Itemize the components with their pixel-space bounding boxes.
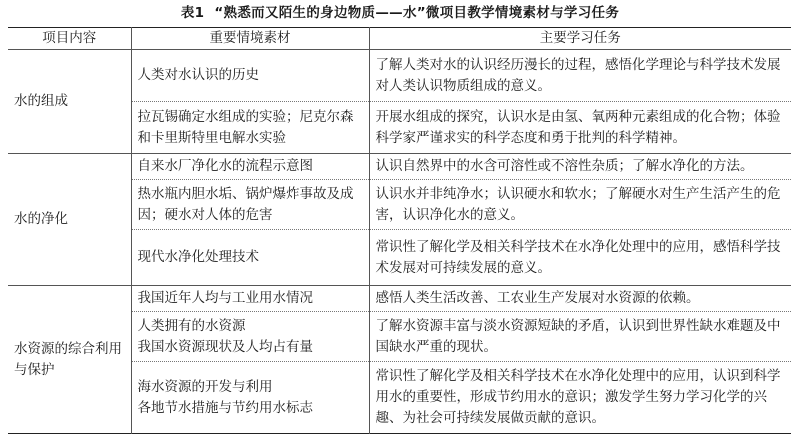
group-water-resources: 水资源的综合利用与保护 [8, 286, 131, 434]
header-context-material: 重要情境素材 [131, 28, 369, 50]
table-row [8, 286, 791, 312]
material-cell: 我国近年人均与工业用水情况 [131, 286, 369, 312]
material-cell: 海水资源的开发与利用 各地节水措施与节约用水标志 [131, 362, 369, 434]
material-cell: 自来水厂净化水的流程示意图 [131, 154, 369, 180]
task-cell: 常识性了解化学及相关科学技术在水净化处理中的应用，感悟科学技术发展对可持续发展的意义。 [369, 230, 791, 286]
group-water-purification: 水的净化 [8, 154, 131, 286]
task-cell: 认识水并非纯净水；认识硬水和软水；了解硬水对生产生活产生的危害，认识净化水的意义。 [369, 180, 791, 230]
table-title: “熟悉而又陌生的身边物质——水”微项目教学情境素材与学习任务 [214, 5, 620, 21]
table-caption [0, 4, 800, 22]
material-cell: 人类对水认识的历史 [131, 50, 369, 102]
table-row [8, 154, 791, 180]
group-water-composition: 水的组成 [8, 50, 131, 154]
table-number: 表1 [180, 5, 205, 21]
task-cell: 认识自然界中的水含可溶性或不溶性杂质；了解水净化的方法。 [369, 154, 791, 180]
task-cell: 了解人类对水的认识经历漫长的过程，感悟化学理论与科学技术发展对人类认识物质组成的意义。 [369, 50, 791, 102]
task-cell: 感悟人类生活改善、工农业生产发展对水资源的依赖。 [369, 286, 791, 312]
header-project-content: 项目内容 [8, 28, 131, 50]
content-table [8, 27, 791, 434]
header-learning-task: 主要学习任务 [369, 28, 791, 50]
task-cell: 常识性了解化学及相关科学技术在水净化处理中的应用，认识到科学用水的重要性，形成节约用水的意识；激发学生努力学习化学的兴趣、为社会可持续发展做贡献的意识。 [369, 362, 791, 434]
task-cell: 开展水组成的探究，认识水是由氢、氧两种元素组成的化合物；体验科学家严谨求实的科学态度和勇于批判的科学精神。 [369, 102, 791, 154]
task-cell: 了解水资源丰富与淡水资源短缺的矛盾，认识到世界性缺水难题及中国缺水严重的现状。 [369, 312, 791, 362]
material-cell: 拉瓦锡确定水组成的实验；尼克尔森和卡里斯特里电解水实验 [131, 102, 369, 154]
material-cell: 人类拥有的水资源 我国水资源现状及人均占有量 [131, 312, 369, 362]
material-cell: 现代水净化处理技术 [131, 230, 369, 286]
material-cell: 热水瓶内胆水垢、锅炉爆炸事故及成因；硬水对人体的危害 [131, 180, 369, 230]
table-row [8, 50, 791, 102]
table-header-row [8, 28, 791, 50]
